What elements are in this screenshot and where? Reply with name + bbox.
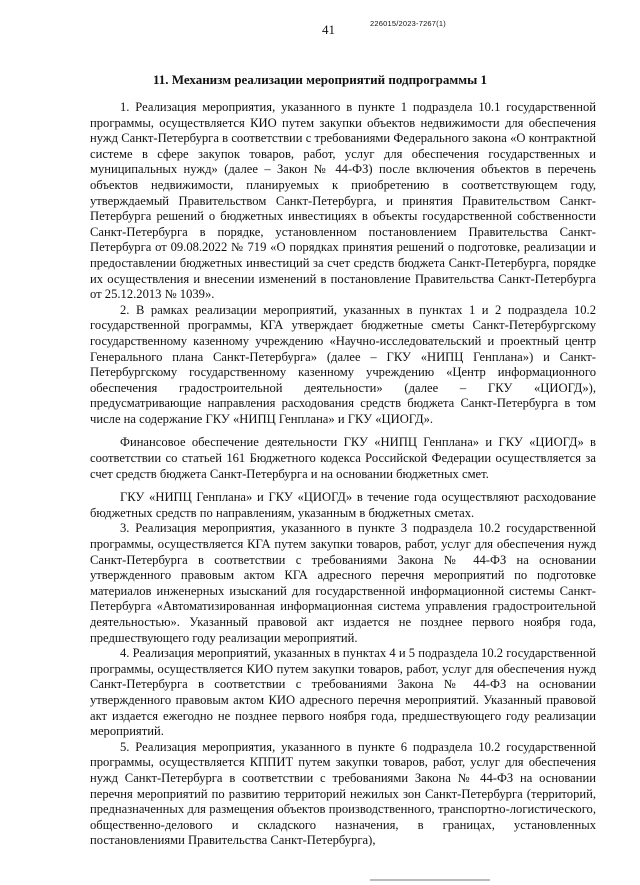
paragraph-3: Финансовое обеспечение деятельности ГКУ «НИПЦ Генплана» и ГКУ «ЦИОГД» в соответствии со статьей 161 Бюджетного кодекса Российской Федерации осуществляется за счет средств бюджета Санкт-Петербурга и на основании бюджетных смет.: [90, 435, 596, 481]
document-id: 226015/2023-7267(1): [370, 19, 446, 28]
paragraph-2: 2. В рамках реализации мероприятий, указанных в пунктах 1 и 2 подраздела 10.2 государственной программы, КГА утверждает бюджетные сметы Санкт-Петербургскому государственному казенному учреждению «Научно-исследовательский и проектный центр Генерального плана Санкт-Петербурга» (далее – ГКУ «НИПЦ Генплана») и Санкт-Петербургскому государственному казенному учреждению «Центр информационного обеспечения градостроительной деятельности» (далее – ГКУ «ЦИОГД»), предусматривающие направления расходования средств бюджета Санкт-Петербурга в том числе на содержание ГКУ «НИПЦ Генплана» и ГКУ «ЦИОГД».: [90, 302, 596, 426]
scan-edge-mark: [370, 879, 490, 881]
paragraph-5: 3. Реализация мероприятия, указанного в пункте 3 подраздела 10.2 государственной программы, осуществляется КГА путем закупки товаров, работ, услуг для обеспечения нужд Санкт-Петербурга в соответствии с требованиями Закона № 44-ФЗ на основании утвержденного правовым актом КГА адресного перечня мероприятий по подготовке материалов инженерных изысканий для государственной информационной системы Санкт-Петербурга «Автоматизированная информационная система управления градостроительной деятельностью». Указанный правовой акт издается не позднее первого ноября года, предшествующего году реализации мероприятий.: [90, 521, 596, 645]
paragraph-7: 5. Реализация мероприятия, указанного в пункте 6 подраздела 10.2 государственной программы, осуществляется КППИТ путем закупки товаров, работ, услуг для обеспечения нужд Санкт-Петербурга в соответствии с требованиями Закона № 44-ФЗ на основании перечня мероприятий по развитию территорий нежилых зон Санкт-Петербурга (территорий, предназначенных для размещения объектов производственного, транспортно-логистического, общественно-делового и складского назначения, в границах, установленных постановлениями Правительства Санкт-Петербурга),: [90, 739, 596, 848]
paragraph-6: 4. Реализация мероприятий, указанных в пунктах 4 и 5 подраздела 10.2 государственной программы, осуществляется КИО путем закупки товаров, работ, услуг для обеспечения нужд Санкт-Петербурга в соответствии с требованиями Закона № 44-ФЗ на основании утвержденного правовым актом КИО адресного перечня мероприятий. Указанный правовой акт издается ежегодно не позднее первого ноября года, предшествующего году реализации мероприятий.: [90, 646, 596, 739]
paragraph-1: 1. Реализация мероприятия, указанного в пункте 1 подраздела 10.1 государственной программы, осуществляется КИО путем закупки объектов недвижимости для обеспечения нужд Санкт-Петербурга в соответствии с требованиями Федерального закона «О контрактной системе в сфере закупок товаров, работ, услуг для обеспечения государственных и муниципальных нужд» (далее – Закон № 44-ФЗ) после включения объектов в перечень объектов недвижимости, планируемых к приобретению в соответствующем году, утверждаемый Правительством Санкт-Петербурга, и принятия Правительством Санкт-Петербурга решений о бюджетных инвестициях в объекты государственной собственности Санкт-Петербурга в порядке, установленном постановлением Правительства Санкт-Петербурга от 09.08.2022 № 719 «О порядках принятия решений о подготовке, реализации и предоставлении бюджетных инвестиций за счет средств бюджета Санкт-Петербурга, порядке их осуществления и внесении изменений в постановление Правительства Санкт-Петербурга от 25.12.2013 № 1039».: [90, 100, 596, 302]
section-title: 11. Механизм реализации мероприятий подпрограммы 1: [152, 72, 488, 87]
document-body: [90, 100, 596, 849]
paragraph-4: ГКУ «НИПЦ Генплана» и ГКУ «ЦИОГД» в течение года осуществляют расходование бюджетных средств по направлениям, указанным в бюджетных сметах.: [90, 490, 596, 520]
page-number: 41: [322, 22, 335, 37]
